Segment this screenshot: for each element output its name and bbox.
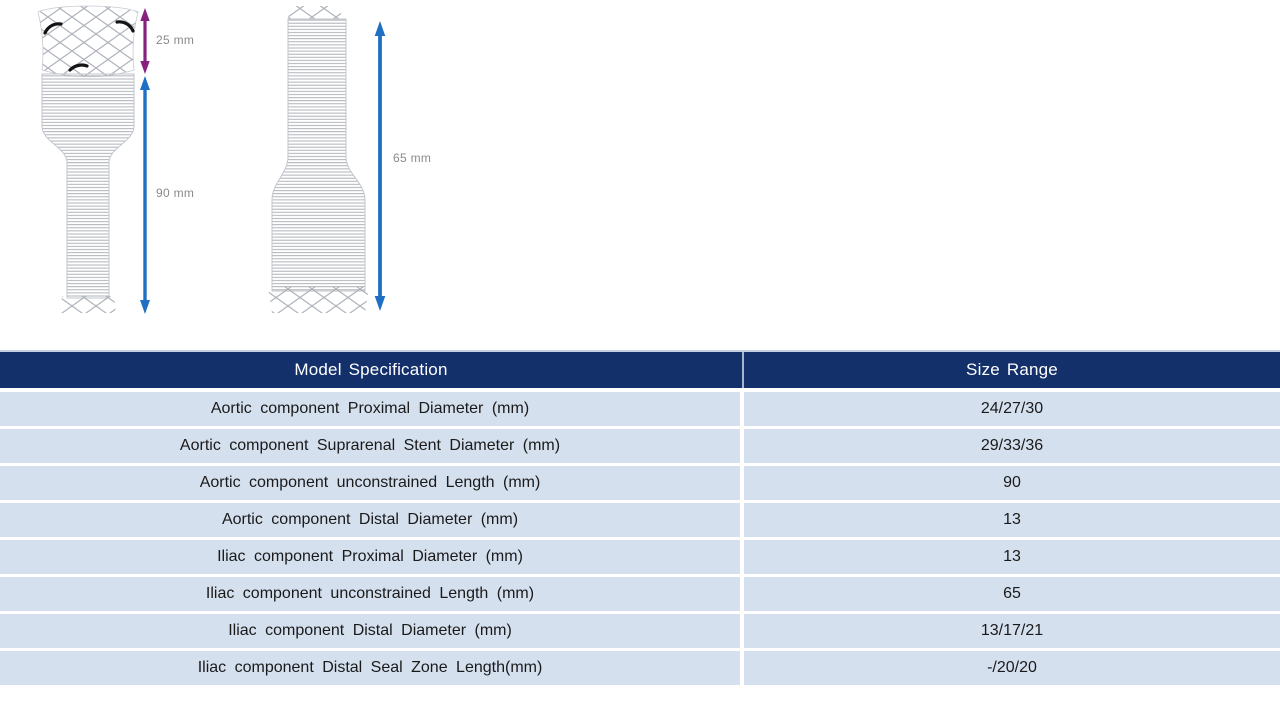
size-cell: 13	[744, 503, 1280, 537]
size-cell: 24/27/30	[744, 392, 1280, 426]
table-row	[0, 429, 1280, 463]
size-cell: 65	[744, 577, 1280, 611]
table-header-row	[0, 352, 1280, 388]
size-cell: 29/33/36	[744, 429, 1280, 463]
table-row	[0, 466, 1280, 500]
specification-table	[0, 350, 1280, 685]
aortic-length-dimension-arrow	[140, 76, 150, 314]
table-row	[0, 540, 1280, 574]
column-header-model-specification: Model Specification	[0, 352, 742, 388]
suprarenal-dimension-arrow	[140, 8, 149, 74]
table-body	[0, 392, 1280, 685]
size-cell: 13/17/21	[744, 614, 1280, 648]
aortic-component-figure	[38, 6, 138, 313]
iliac-length-dimension-arrow	[375, 21, 386, 311]
aortic-graft-body	[42, 74, 134, 298]
spec-cell: Iliac component Distal Seal Zone Length(mm)	[0, 651, 740, 685]
spec-cell: Aortic component unconstrained Length (mm)	[0, 466, 740, 500]
spec-cell: Iliac component Distal Diameter (mm)	[0, 614, 740, 648]
spec-cell: Aortic component Suprarenal Stent Diameter (mm)	[0, 429, 740, 463]
dimension-label-suprarenal: 25 mm	[156, 33, 195, 47]
stent-graft-illustration	[0, 0, 450, 345]
dimension-label-iliac-length: 65 mm	[393, 151, 432, 165]
size-cell: 90	[744, 466, 1280, 500]
table-row	[0, 503, 1280, 537]
spec-cell: Aortic component Distal Diameter (mm)	[0, 503, 740, 537]
spec-cell: Iliac component unconstrained Length (mm)	[0, 577, 740, 611]
stent-graft-drawing	[0, 0, 450, 345]
iliac-component-figure	[268, 6, 369, 313]
iliac-proximal-stent	[288, 6, 342, 19]
table-row	[0, 392, 1280, 426]
size-cell: 13	[744, 540, 1280, 574]
spec-cell: Iliac component Proximal Diameter (mm)	[0, 540, 740, 574]
aortic-distal-stent	[60, 296, 116, 313]
table-row	[0, 577, 1280, 611]
column-header-size-range: Size Range	[744, 352, 1280, 388]
iliac-distal-stent	[268, 287, 369, 313]
size-cell: -/20/20	[744, 651, 1280, 685]
table-row	[0, 614, 1280, 648]
spec-cell: Aortic component Proximal Diameter (mm)	[0, 392, 740, 426]
iliac-graft-body	[272, 19, 365, 291]
table-row	[0, 651, 1280, 685]
dimension-label-aortic-length: 90 mm	[156, 186, 195, 200]
